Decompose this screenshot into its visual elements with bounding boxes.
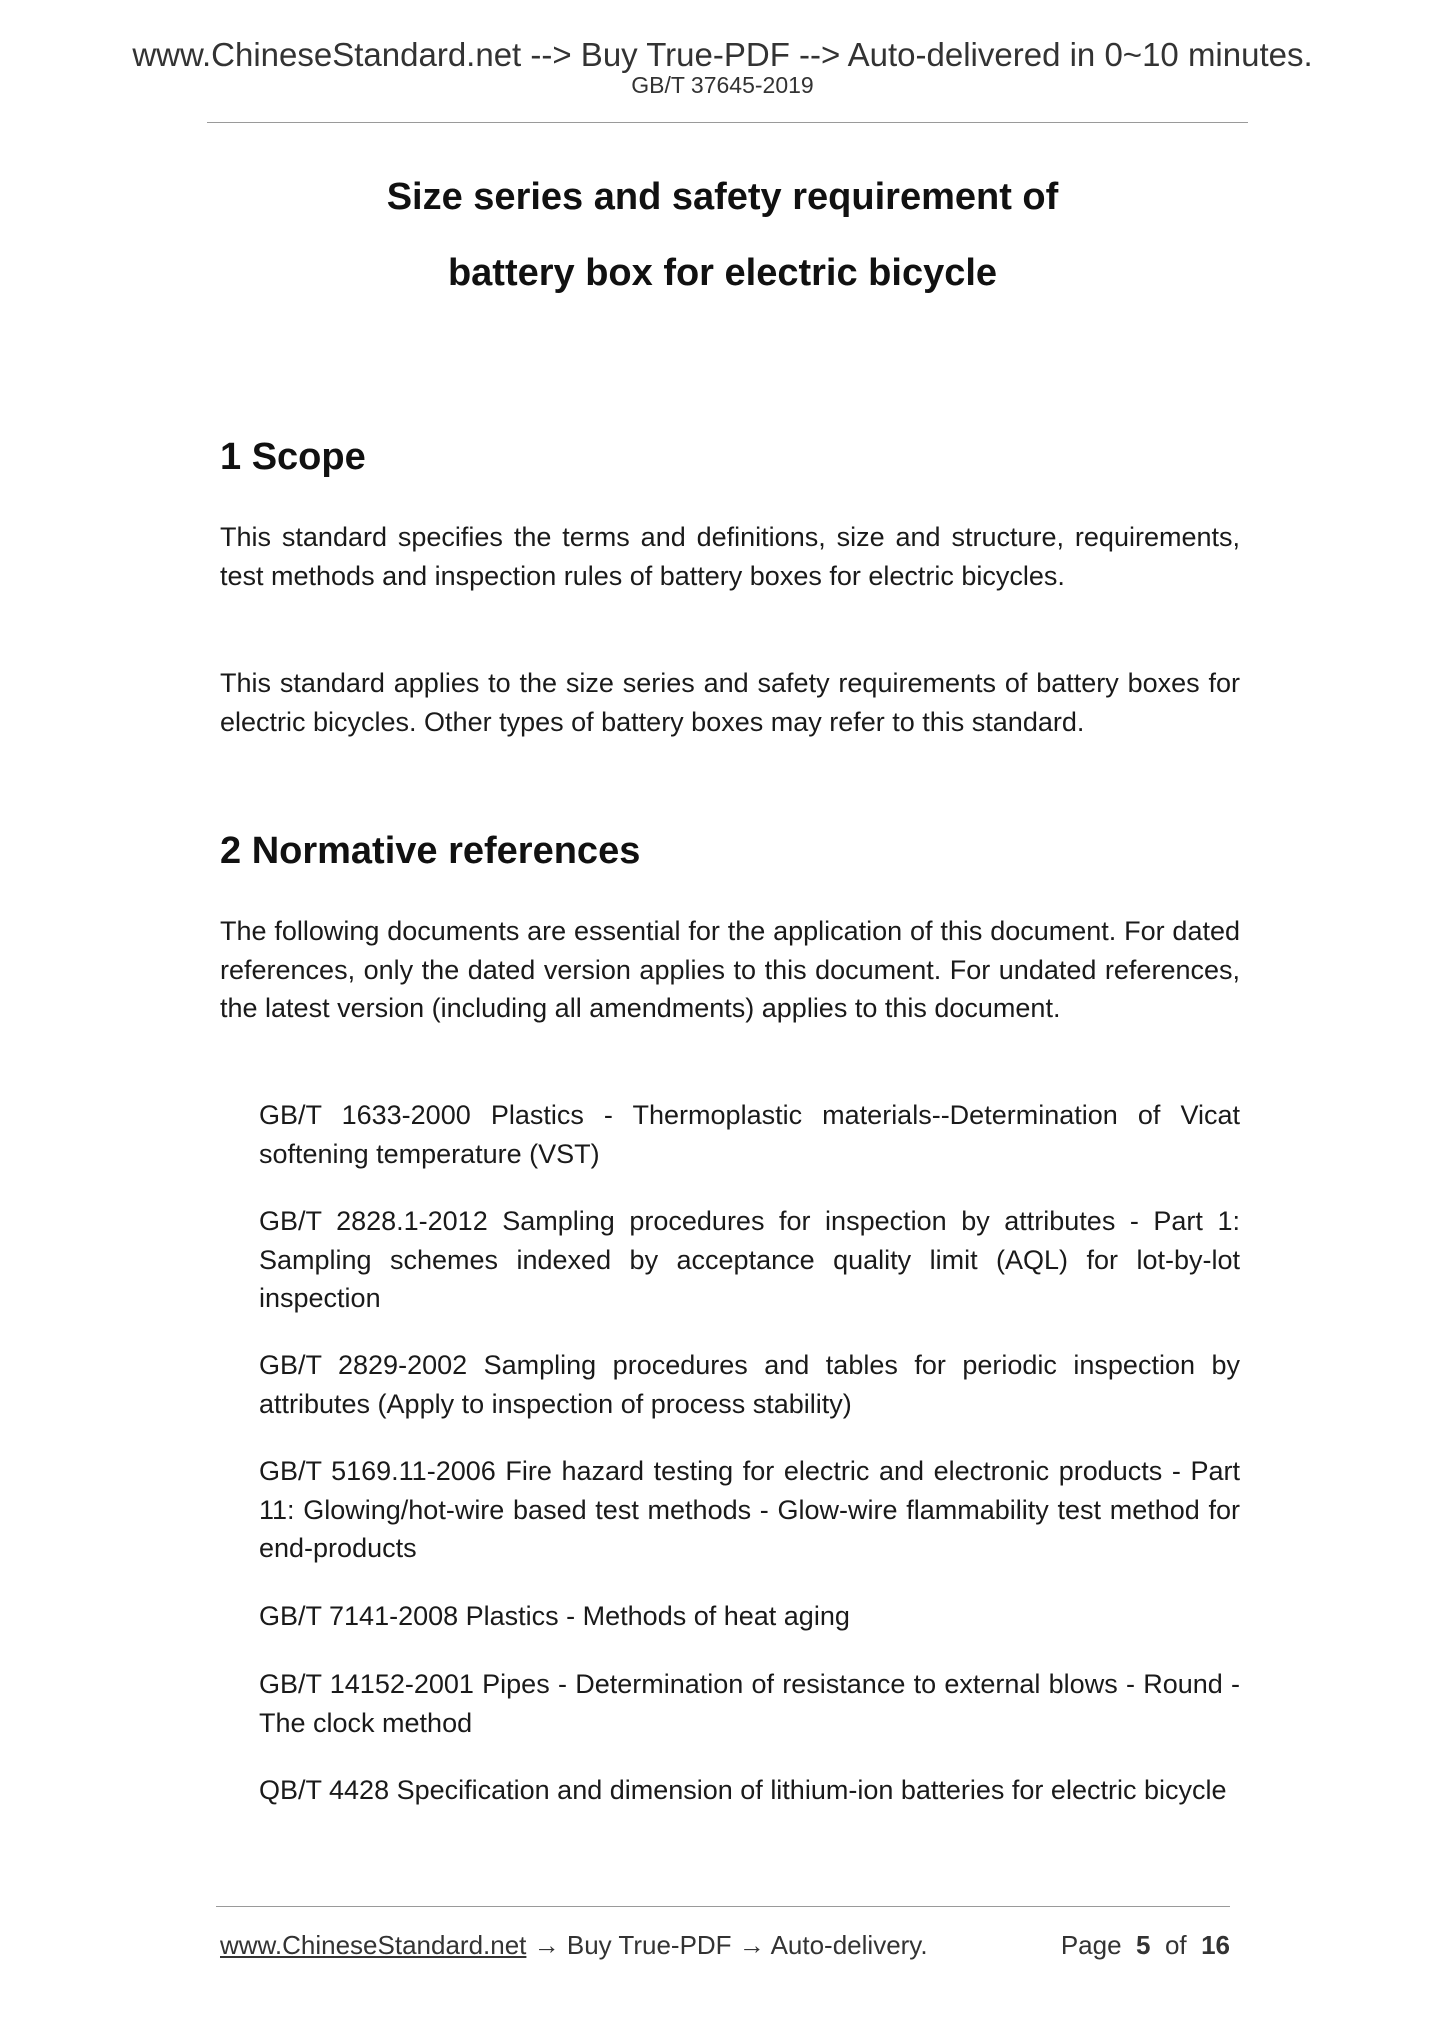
- page-footer: [220, 1928, 1230, 1962]
- section-heading-normative-references: 2 Normative references: [220, 830, 641, 872]
- page-word: Page: [1060, 1930, 1122, 1960]
- section-heading-scope: 1 Scope: [220, 436, 366, 478]
- footer-site-link[interactable]: www.ChineseStandard.net: [220, 1930, 527, 1960]
- page-number: [1061, 1928, 1230, 1962]
- normative-intro-paragraph: The following documents are essential for the application of this document. For dated references, only the dated version applies to this document. For undated references, the latest version (including all amendments) applies to this document.: [220, 916, 1240, 1023]
- header-divider: [207, 122, 1248, 123]
- scope-paragraph-2: This standard applies to the size series and safety requirements of battery boxes for electric bicycles. Other types of battery boxes may refer to this standard.: [220, 668, 1240, 737]
- of-word: of: [1164, 1930, 1187, 1960]
- footer-divider: [216, 1906, 1230, 1907]
- scope-paragraph-1: This standard specifies the terms and definitions, size and structure, requirements, test methods and inspection rules of battery boxes for electric bicycles.: [220, 522, 1240, 591]
- reference-item: GB/T 14152-2001 Pipes - Determination of resistance to external blows - Round - The clock method: [259, 1669, 1240, 1738]
- reference-item: GB/T 5169.11-2006 Fire hazard testing for electric and electronic products - Part 11: Glowing/hot-wire based test methods - Glow-wire flammability test method for end-products: [259, 1456, 1240, 1563]
- title-line-1: Size series and safety requirement of: [386, 176, 1059, 218]
- page-current: 5: [1136, 1930, 1151, 1960]
- footer-promo-text: → Buy True-PDF → Auto-delivery.: [526, 1930, 928, 1960]
- reference-item: GB/T 2828.1-2012 Sampling procedures for inspection by attributes - Part 1: Sampling schemes indexed by acceptance quality limit (AQL) for lot-by-lot inspection: [259, 1206, 1240, 1313]
- reference-item: GB/T 1633-2000 Plastics - Thermoplastic materials--Determination of Vicat softening temperature (VST): [259, 1100, 1240, 1169]
- reference-item: GB/T 2829-2002 Sampling procedures and tables for periodic inspection by attributes (Apply to inspection of process stability): [259, 1350, 1240, 1419]
- header-banner: www.ChineseStandard.net --> Buy True-PDF --> Auto-delivered in 0~10 minutes.: [132, 36, 1313, 73]
- standard-code: GB/T 37645-2019: [631, 72, 814, 98]
- reference-item: GB/T 7141-2008 Plastics - Methods of heat aging: [259, 1601, 850, 1631]
- title-line-2: battery box for electric bicycle: [447, 252, 998, 294]
- footer-promo: [220, 1928, 928, 1962]
- reference-item: QB/T 4428 Specification and dimension of lithium-ion batteries for electric bicycle: [259, 1775, 1227, 1805]
- page-total: 16: [1201, 1930, 1230, 1960]
